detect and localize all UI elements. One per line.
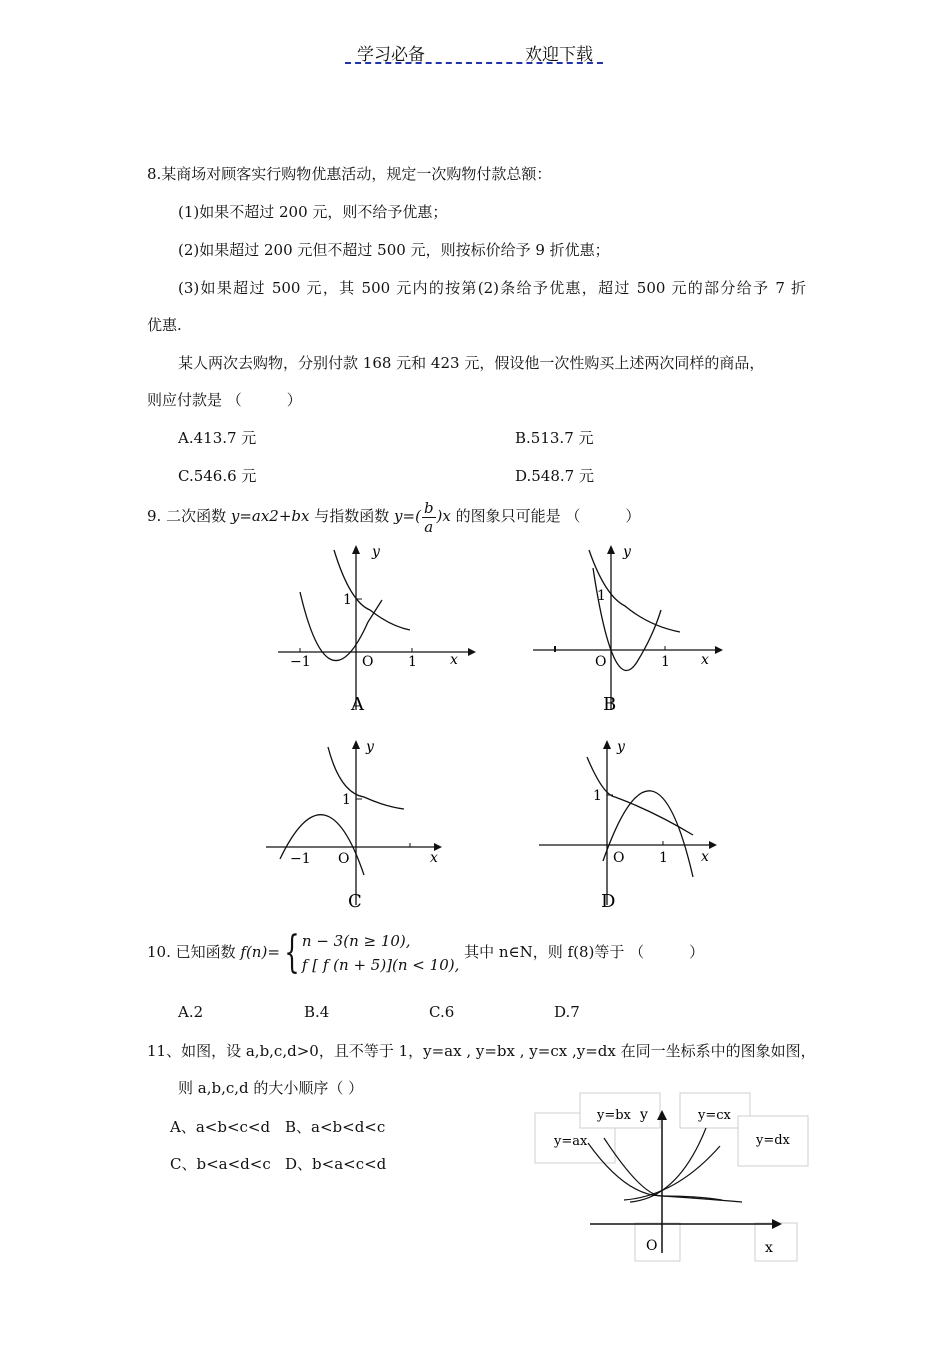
axis-y-label: y	[623, 544, 631, 560]
q9-exp-post: )x	[436, 507, 451, 525]
q10-option-d: D.7	[554, 1003, 580, 1021]
q9-frac-den: a	[424, 517, 434, 536]
q9-graph-b	[525, 540, 735, 715]
q10-case-2: f [ f (n + 5)](n < 10),	[301, 956, 460, 974]
curve-c	[630, 1128, 706, 1202]
curve-d	[624, 1146, 720, 1200]
q10-suffix: 其中 n∈N，则 f(8)等于 （ ）	[459, 943, 705, 961]
q9-stem	[147, 496, 640, 536]
q10-stem	[147, 926, 704, 978]
tick-one-y: 1	[343, 592, 352, 608]
axis-y-label: y	[372, 544, 380, 560]
exponential-curve	[328, 747, 404, 809]
q8-question: 某人两次去购物，分别付款 168 元和 423 元，假设他一次性购买上述两次同样的商品，	[178, 354, 765, 372]
header-left: 学习必备	[357, 45, 425, 65]
curve-b	[604, 1138, 742, 1202]
graph-label: D	[601, 891, 616, 912]
origin-label: O	[338, 851, 350, 867]
q11-option-a: A、a<b<c<d	[170, 1118, 271, 1136]
q8-stem: 8.某商场对顾客实行购物优惠活动，规定一次购物付款总额：	[147, 165, 552, 183]
graph-label: C	[348, 891, 362, 912]
q8-option-d: D.548.7 元	[515, 467, 594, 485]
q8-rule-2: (2)如果超过 200 元但不超过 500 元，则按标价给予 9 折优惠；	[178, 241, 610, 259]
label-b: y=bx	[597, 1108, 631, 1123]
q8-rule-1: (1)如果不超过 200 元，则不给予优惠；	[178, 203, 448, 221]
q9-frac-num: b	[423, 498, 434, 517]
q11-option-d: D、b<a<c<d	[285, 1155, 387, 1173]
q10-cases	[302, 929, 459, 977]
tick-one-y: 1	[593, 788, 602, 804]
tick-one-x: 1	[661, 654, 670, 670]
q9-exp-pre: y=(	[394, 507, 421, 525]
axis-x-label: x	[450, 652, 458, 668]
label-c: y=cx	[698, 1108, 731, 1123]
graph-label: A	[351, 694, 364, 715]
q11-stem-cont: 则 a,b,c,d 的大小顺序（ ）	[178, 1079, 364, 1097]
header-dashed-rule	[345, 62, 603, 64]
q10-case-1: n − 3(n ≥ 10),	[301, 932, 411, 950]
parabola-curve	[300, 592, 382, 661]
q11-stem: 11、如图，设 a,b,c,d>0，且不等于 1，y=ax , y=bx , y=cx ,y=dx 在同一坐标系中的图象如图，	[147, 1042, 816, 1060]
tick-one-x: 1	[408, 654, 417, 670]
tick-one-y: 1	[342, 792, 351, 808]
q8-rule-3: (3)如果超过 500 元，其 500 元内的按第(2)条给予优惠，超过 500 元的部分给予 7 折	[178, 279, 806, 297]
axis-x-label: x	[701, 652, 709, 668]
q9-graph-d	[535, 735, 745, 915]
label-d: y=dx	[756, 1133, 790, 1148]
q11-option-b: B、a<b<d<c	[285, 1118, 386, 1136]
q8-option-b: B.513.7 元	[515, 429, 594, 447]
q10-option-a: A.2	[178, 1003, 204, 1021]
axis-x-label: x	[430, 850, 438, 866]
header-right: 欢迎下载	[525, 45, 593, 65]
tick-one-x: 1	[659, 850, 668, 866]
q10-brace: {	[284, 927, 300, 978]
q8-option-c: C.546.6 元	[178, 467, 257, 485]
page-header	[0, 40, 950, 65]
origin-label: O	[362, 654, 374, 670]
q8-option-a: A.413.7 元	[178, 429, 257, 447]
origin-label: O	[613, 850, 625, 866]
q9-mid: 与指数函数	[309, 507, 395, 525]
q8-rule-3-cont: 优惠.	[147, 316, 182, 334]
q10-function: f(n)=	[240, 943, 280, 961]
q9-suffix: 的图象只可能是 （ ）	[450, 507, 641, 525]
exponential-curve	[334, 550, 410, 630]
origin-label: O	[595, 654, 607, 670]
q10-prefix: 10. 已知函数	[147, 943, 241, 961]
q11-option-c: C、b<a<d<c	[170, 1155, 271, 1173]
q11-figure	[530, 1088, 815, 1266]
axis-y-label: y	[640, 1107, 648, 1123]
origin-label: O	[646, 1238, 658, 1254]
axis-y-label: y	[366, 739, 374, 755]
q8-question-cont: 则应付款是 （ ）	[147, 391, 302, 409]
tick-neg-one: −1	[290, 851, 311, 867]
axis-x-label: x	[701, 849, 709, 865]
tick-neg-one: −1	[290, 654, 311, 670]
q9-graph-a	[270, 540, 480, 715]
q9-fraction	[422, 499, 436, 536]
axis-y-label: y	[617, 739, 625, 755]
axis-x-label: x	[765, 1240, 773, 1256]
q9-graph-c	[260, 735, 470, 915]
q9-quadratic: y=ax2+bx	[230, 507, 310, 525]
q10-option-c: C.6	[429, 1003, 455, 1021]
q9-prefix: 9. 二次函数	[147, 507, 231, 525]
q10-option-b: B.4	[304, 1003, 330, 1021]
tick-one-y: 1	[597, 588, 606, 604]
graph-label: B	[603, 694, 617, 715]
label-a: y=ax	[554, 1134, 588, 1149]
